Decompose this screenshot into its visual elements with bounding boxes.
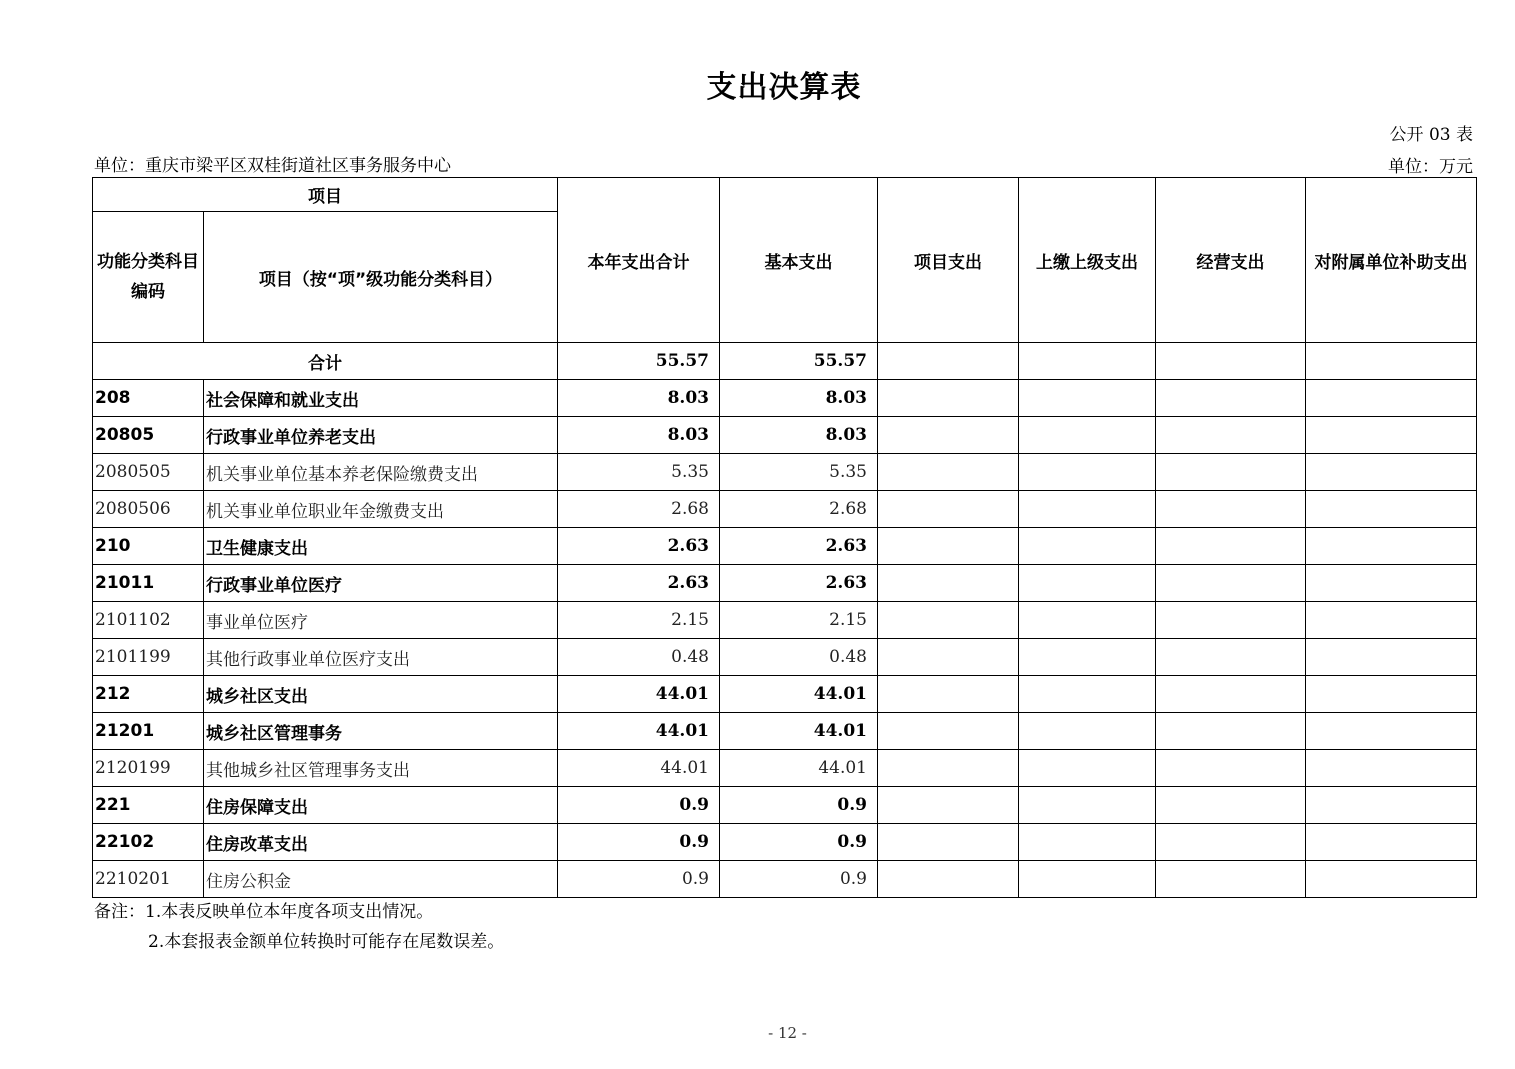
table-row: [93, 787, 1477, 824]
row-total: 2.63: [558, 528, 720, 565]
empty-cell: [1156, 602, 1306, 639]
row-name: 行政事业单位医疗: [204, 565, 558, 602]
row-name: 社会保障和就业支出: [204, 380, 558, 417]
empty-cell: [1156, 380, 1306, 417]
empty-cell: [1019, 861, 1156, 898]
header-total: 本年支出合计: [558, 178, 720, 343]
row-total: 5.35: [558, 454, 720, 491]
row-total: 0.48: [558, 639, 720, 676]
row-basic: 44.01: [720, 713, 878, 750]
row-name: 其他行政事业单位医疗支出: [204, 639, 558, 676]
row-name: 卫生健康支出: [204, 528, 558, 565]
expenditure-table: [92, 177, 1477, 898]
total-row: [93, 343, 1477, 380]
header-project: 项目支出: [878, 178, 1019, 343]
empty-cell: [1306, 861, 1477, 898]
row-basic: 0.48: [720, 639, 878, 676]
empty-cell: [1156, 787, 1306, 824]
table-row: [93, 639, 1477, 676]
empty-cell: [1156, 824, 1306, 861]
empty-cell: [1156, 750, 1306, 787]
empty-cell: [878, 787, 1019, 824]
header-upper: 上缴上级支出: [1019, 178, 1156, 343]
row-code: 208: [93, 380, 204, 417]
empty-cell: [1156, 565, 1306, 602]
row-name: 住房改革支出: [204, 824, 558, 861]
row-name: 机关事业单位基本养老保险缴费支出: [204, 454, 558, 491]
row-code: 212: [93, 676, 204, 713]
empty-cell: [1306, 528, 1477, 565]
row-code: 21011: [93, 565, 204, 602]
form-number: 公开 03 表: [1389, 125, 1473, 145]
empty-cell: [878, 343, 1019, 380]
table-row: [93, 750, 1477, 787]
row-total: 8.03: [558, 417, 720, 454]
table-row: [93, 824, 1477, 861]
empty-cell: [878, 380, 1019, 417]
table-row: [93, 528, 1477, 565]
empty-cell: [1156, 528, 1306, 565]
empty-cell: [1156, 713, 1306, 750]
row-basic: 0.9: [720, 787, 878, 824]
empty-cell: [878, 861, 1019, 898]
table-row: [93, 454, 1477, 491]
row-total: 2.15: [558, 602, 720, 639]
empty-cell: [878, 528, 1019, 565]
empty-cell: [1306, 750, 1477, 787]
empty-cell: [1019, 750, 1156, 787]
empty-cell: [878, 565, 1019, 602]
empty-cell: [1019, 417, 1156, 454]
total-amount: 55.57: [558, 343, 720, 380]
empty-cell: [1306, 454, 1477, 491]
empty-cell: [878, 602, 1019, 639]
table-row: [93, 861, 1477, 898]
table-row: [93, 676, 1477, 713]
row-total: 44.01: [558, 713, 720, 750]
row-total: 2.68: [558, 491, 720, 528]
empty-cell: [1306, 713, 1477, 750]
empty-cell: [1306, 417, 1477, 454]
row-total: 2.63: [558, 565, 720, 602]
row-basic: 2.15: [720, 602, 878, 639]
empty-cell: [1306, 639, 1477, 676]
row-code: 2210201: [93, 861, 204, 898]
empty-cell: [878, 639, 1019, 676]
row-code: 2080506: [93, 491, 204, 528]
empty-cell: [878, 824, 1019, 861]
empty-cell: [1019, 565, 1156, 602]
row-basic: 44.01: [720, 676, 878, 713]
table-row: [93, 602, 1477, 639]
empty-cell: [1019, 454, 1156, 491]
header-code: 功能分类科目编码: [93, 212, 204, 343]
table-row: [93, 565, 1477, 602]
row-name: 机关事业单位职业年金缴费支出: [204, 491, 558, 528]
total-label: 合计: [93, 343, 558, 380]
empty-cell: [1306, 602, 1477, 639]
row-code: 210: [93, 528, 204, 565]
row-code: 20805: [93, 417, 204, 454]
empty-cell: [1156, 676, 1306, 713]
header-item-name: 项目（按“项”级功能分类科目）: [204, 212, 558, 343]
empty-cell: [1306, 380, 1477, 417]
row-total: 8.03: [558, 380, 720, 417]
row-basic: 8.03: [720, 417, 878, 454]
row-basic: 2.68: [720, 491, 878, 528]
empty-cell: [1156, 639, 1306, 676]
row-code: 2120199: [93, 750, 204, 787]
row-code: 2080505: [93, 454, 204, 491]
empty-cell: [1156, 417, 1306, 454]
empty-cell: [1019, 639, 1156, 676]
empty-cell: [878, 491, 1019, 528]
empty-cell: [1019, 528, 1156, 565]
notes: [94, 897, 504, 957]
empty-cell: [1306, 343, 1477, 380]
empty-cell: [1156, 343, 1306, 380]
table-row: [93, 417, 1477, 454]
empty-cell: [1306, 787, 1477, 824]
currency-unit: 单位：万元: [1388, 157, 1473, 177]
unit-name: 单位：重庆市梁平区双桂街道社区事务服务中心: [94, 156, 451, 176]
empty-cell: [1306, 676, 1477, 713]
row-name: 住房公积金: [204, 861, 558, 898]
row-basic: 5.35: [720, 454, 878, 491]
empty-cell: [1019, 602, 1156, 639]
empty-cell: [878, 713, 1019, 750]
row-code: 22102: [93, 824, 204, 861]
row-name: 其他城乡社区管理事务支出: [204, 750, 558, 787]
empty-cell: [1156, 454, 1306, 491]
empty-cell: [1019, 676, 1156, 713]
header-subsidy: 对附属单位补助支出: [1306, 178, 1477, 343]
row-basic: 0.9: [720, 861, 878, 898]
row-name: 住房保障支出: [204, 787, 558, 824]
empty-cell: [1019, 491, 1156, 528]
row-basic: 0.9: [720, 824, 878, 861]
empty-cell: [1019, 380, 1156, 417]
row-name: 城乡社区管理事务: [204, 713, 558, 750]
row-total: 44.01: [558, 676, 720, 713]
row-name: 事业单位医疗: [204, 602, 558, 639]
empty-cell: [1156, 861, 1306, 898]
row-total: 0.9: [558, 861, 720, 898]
empty-cell: [1306, 824, 1477, 861]
row-code: 221: [93, 787, 204, 824]
empty-cell: [1019, 787, 1156, 824]
empty-cell: [878, 417, 1019, 454]
row-basic: 8.03: [720, 380, 878, 417]
header-basic: 基本支出: [720, 178, 878, 343]
note-1: 备注：1.本表反映单位本年度各项支出情况。: [94, 902, 434, 922]
row-code: 21201: [93, 713, 204, 750]
empty-cell: [1306, 491, 1477, 528]
empty-cell: [1306, 565, 1477, 602]
total-basic: 55.57: [720, 343, 878, 380]
empty-cell: [1019, 343, 1156, 380]
row-code: 2101199: [93, 639, 204, 676]
row-total: 0.9: [558, 787, 720, 824]
row-name: 行政事业单位养老支出: [204, 417, 558, 454]
header-business: 经营支出: [1156, 178, 1306, 343]
row-total: 44.01: [558, 750, 720, 787]
table-row: [93, 491, 1477, 528]
empty-cell: [878, 454, 1019, 491]
page-number: - 12 -: [768, 1024, 807, 1042]
table-row: [93, 380, 1477, 417]
empty-cell: [1019, 824, 1156, 861]
row-code: 2101102: [93, 602, 204, 639]
row-basic: 2.63: [720, 528, 878, 565]
empty-cell: [1019, 713, 1156, 750]
row-name: 城乡社区支出: [204, 676, 558, 713]
empty-cell: [1156, 491, 1306, 528]
row-basic: 2.63: [720, 565, 878, 602]
header-item-group: 项目: [93, 178, 558, 212]
row-total: 0.9: [558, 824, 720, 861]
note-2: 2.本套报表金额单位转换时可能存在尾数误差。: [148, 932, 505, 952]
empty-cell: [878, 676, 1019, 713]
page-title: 支出决算表: [706, 70, 862, 105]
table-row: [93, 713, 1477, 750]
row-basic: 44.01: [720, 750, 878, 787]
empty-cell: [878, 750, 1019, 787]
